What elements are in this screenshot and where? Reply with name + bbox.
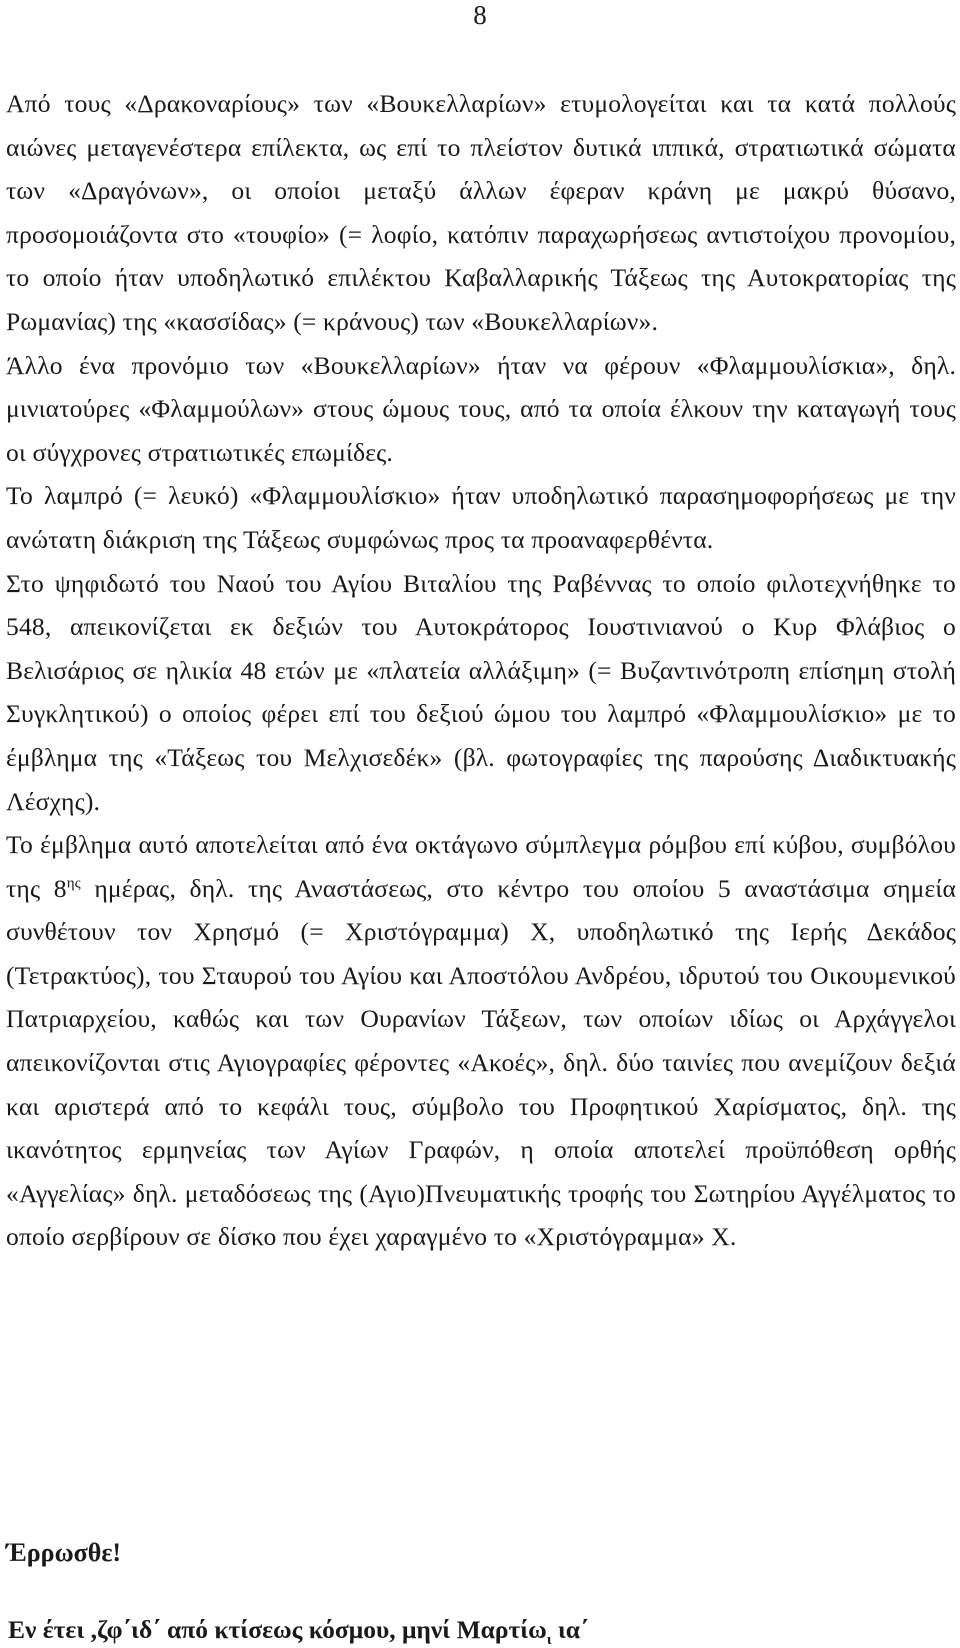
closing-salutation: Έρρωσθε! (6, 1538, 122, 1567)
dateline (8, 1615, 589, 1648)
dateline-text: Εν έτει ,ζφ΄ιδ΄ από κτίσεως κόσμου, μηνί Μαρτίω (8, 1615, 547, 1644)
paragraph-flammouliskia: Άλλο ένα προνόμιο των «Βουκελλαρίων» ήταν να φέρουν «Φλαμμουλίσκια», δηλ. μινιατούρες «Φλαμμούλων» στους ώμους τους, από τα οποία έλκουν την καταγωγή τους οι σύγχρονες στρατιωτικές επωμίδες. (6, 350, 956, 467)
paragraph-bright-flammouliskio: Το λαμπρό (= λευκό) «Φλαμμουλίσκιο» ήταν υποδηλωτικό παρασημοφορήσεως με την ανώτατη διάκριση της Τάξεως συμφώνως προς τα προαναφερθέντα. (6, 481, 956, 554)
dateline-day: ια΄ (551, 1615, 589, 1644)
paragraph-emblem (6, 823, 956, 1259)
ordinal-suffix: ης (66, 875, 81, 892)
emblem-text-rest: ημέρας, δηλ. της Αναστάσεως, στο κέντρο του οποίου 5 αναστάσιμα σημεία συνθέτουν τον Χρησμό (= Χριστόγραμμα) Χ, υποδηλωτικό της Ιερής Δεκάδος (Τετρακτύος), του Σταυρού του Αγίου και Αποστόλου Ανδρέου, ιδρυτού του Οικουμενικού Πατριαρχείου, καθώς και των Ουρανίων Τάξεων, των οποίων ιδίως οι Αρχάγγελοι απεικονίζονται στις Αγιογραφίες φέροντες «Ακοές», δηλ. δύο ταινίες που ανεμίζουν δεξιά και αριστερά από το κεφάλι τους, σύμβολο του Προφητικού Χαρίσματος, δηλ. της ικανότητος ερμηνείας των Αγίων Γραφών, η οποία αποτελεί προϋπόθεση ορθής «Αγγελίας» δηλ. μεταδόσεως της (Αγιο)Πνευματικής τροφής του Σωτηρίου Αγγέλματος το οποίο σερβίρουν σε δίσκο που έχει χαραγμένο το «Χριστόγραμμα» Χ. (6, 873, 957, 1252)
emblem-text-start: Το έμβλημα αυτό αποτελείται από ένα οκτάγωνο σύμπλεγμα ρόμβου επί κύβου, συμβόλου της 8 (6, 830, 956, 903)
paragraph-ravenna-mosaic: Στο ψηφιδωτό του Ναού του Αγίου Βιταλίου της Ραβέννας το οποίο φιλοτεχνήθηκε το 548, απεικονίζεται εκ δεξιών του Αυτοκράτορος Ιουστινιανού ο Κυρ Φλάβιος ο Βελισάριος σε ηλικία 48 ετών με «πλατεία αλλάξιμη» (= Βυζαντινότροπη επίσημη στολή Συγκλητικού) ο οποίος φέρει επί του δεξιού ώμου του λαμπρό «Φλαμμουλίσκιο» με το έμβλημα της «Τάξεως του Μελχισεδέκ» (βλ. φωτογραφίες της παρούσης Διαδικτυακής Λέσχης). (6, 568, 956, 816)
paragraph-dragoons: Από τους «Δρακοναρίους» των «Βουκελλαρίων» ετυμολογείται και τα κατά πολλούς αιώνες μεταγενέστερα επίλεκτα, ως επί το πλείστον δυτικά ιππικά, στρατιωτικά σώματα των «Δραγόνων», οι οποίοι μεταξύ άλλων έφεραν κράνη με μακρύ θύσανο, προσομοιάζοντα στο «τουφίο» (= λοφίο, κατόπιν παραχωρήσεως αντιστοίχου προνομίου, το οποίο ήταν υποδηλωτικό επιλέκτου Καβαλλαρικής Τάξεως της Αυτοκρατορίας της Ρωμανίας) της «κασσίδας» (= κράνους) των «Βουκελλαρίων». (6, 89, 956, 336)
body-text (6, 82, 956, 1259)
iota-subscript: ι (546, 1632, 552, 1648)
page-number: 8 (473, 0, 487, 30)
